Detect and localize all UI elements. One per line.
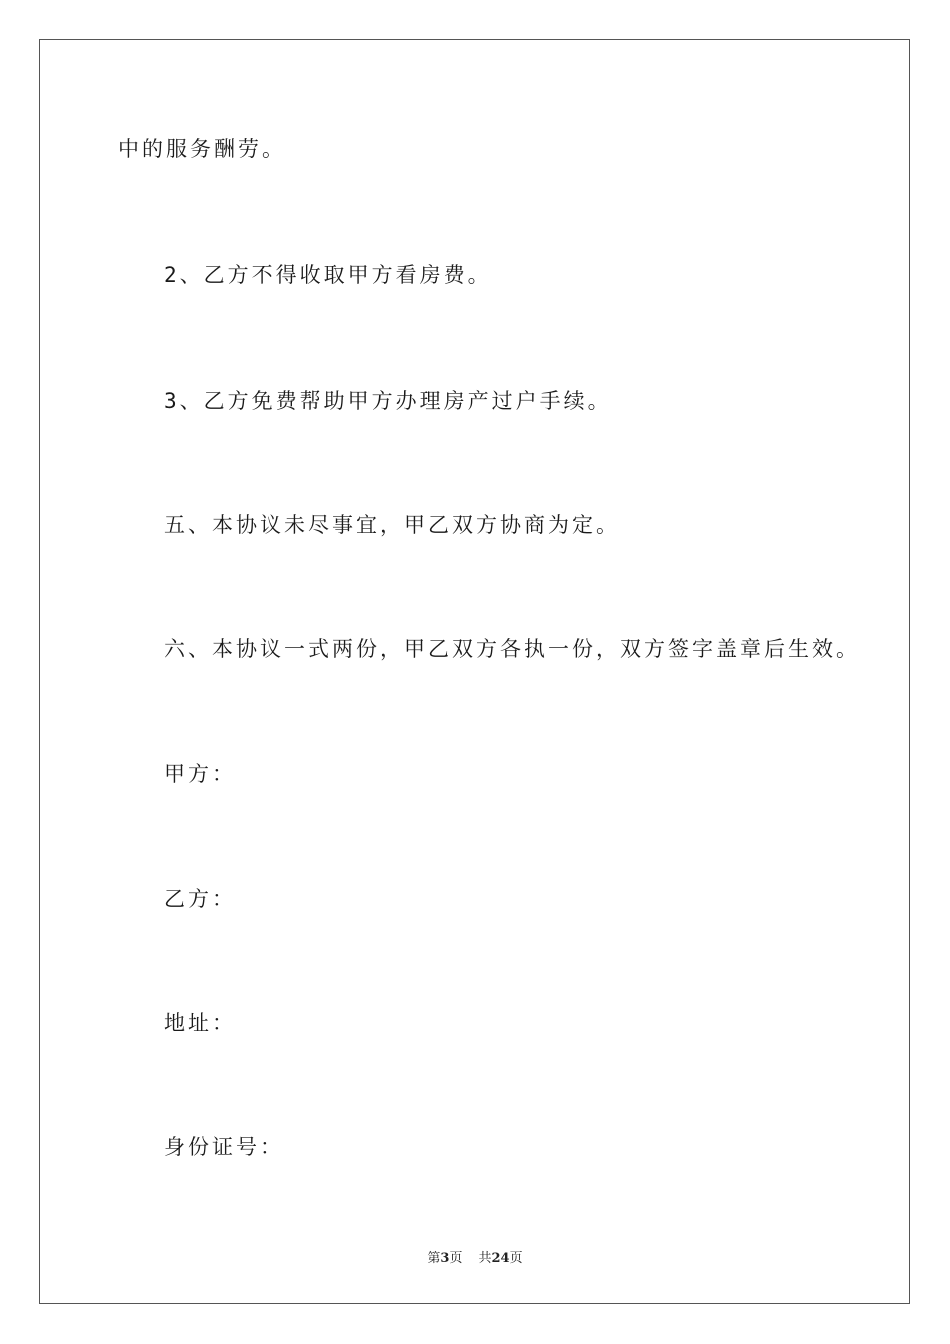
total-page-count: 24	[491, 1251, 510, 1266]
page-unit: 页	[449, 1251, 463, 1266]
total-prefix: 共	[478, 1251, 492, 1266]
text-line-clause-3: 3、乙方免费帮助甲方办理房产过户手续。	[164, 389, 612, 413]
page-border	[39, 39, 910, 1304]
total-unit: 页	[509, 1251, 523, 1266]
page-prefix: 第	[427, 1251, 441, 1266]
current-page-number: 3	[440, 1251, 450, 1266]
address-label: 地址：	[164, 1011, 236, 1035]
party-b-label: 乙方：	[164, 887, 236, 911]
text-line-service-fee: 中的服务酬劳。	[118, 137, 286, 161]
page-footer	[0, 1247, 950, 1266]
id-number-label: 身份证号：	[164, 1135, 284, 1159]
text-line-clause-six: 六、本协议一式两份，甲乙双方各执一份，双方签字盖章后生效。	[164, 637, 860, 661]
text-line-clause-2: 2、乙方不得收取甲方看房费。	[164, 263, 492, 287]
party-a-label: 甲方：	[164, 762, 236, 786]
text-line-clause-five: 五、本协议未尽事宜，甲乙双方协商为定。	[164, 513, 620, 537]
